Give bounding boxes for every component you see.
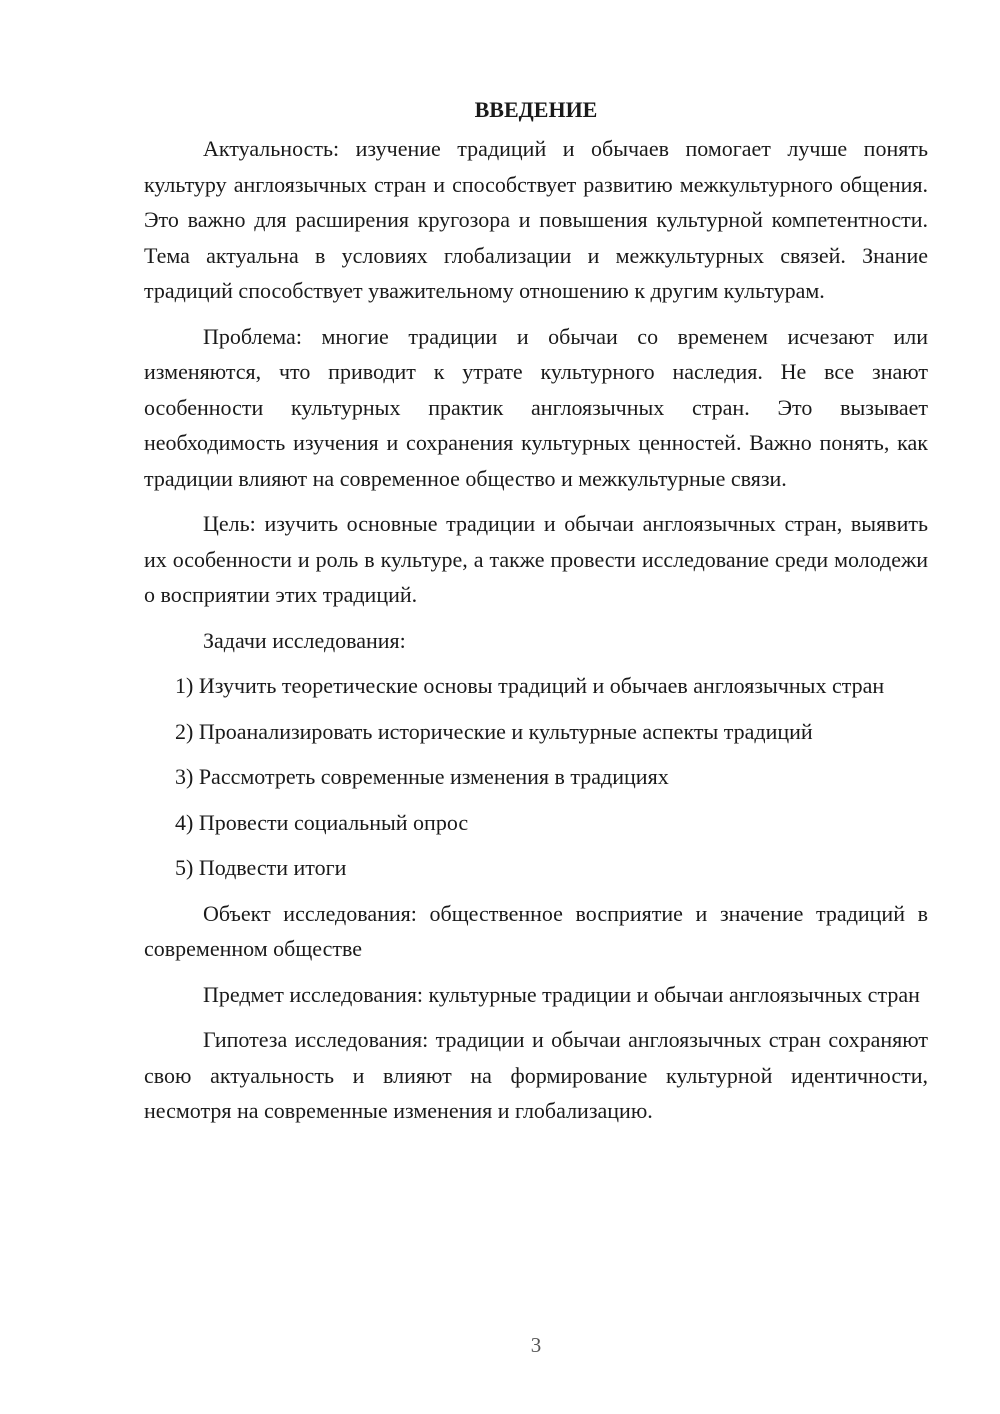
list-item: 2) Проанализировать исторические и культурные аспекты традиций bbox=[175, 718, 813, 744]
list-item: 4) Провести социальный опрос bbox=[175, 809, 469, 835]
hypothesis-paragraph: Гипотеза исследования: традиции и обычаи англоязычных стран сохраняют свою актуальность и влияют на формирование культурной идентичности, несмотря на современные изменения и глобализацию. bbox=[144, 1027, 928, 1123]
problem-paragraph: Проблема: многие традиции и обычаи со временем исчезают или изменяются, что приводит к утрате культурного наследия. Не все знают особенности культурных практик англоязычных стран. Это вызывает необходимость изучения и сохранения культурных ценностей. Важно понять, как традиции влияют на современное общество и межкультурные связи. bbox=[144, 323, 928, 491]
tasks-list bbox=[144, 668, 928, 886]
list-item: 3) Рассмотреть современные изменения в традициях bbox=[175, 764, 669, 789]
page-number: 3 bbox=[530, 1333, 542, 1357]
section-title: ВВЕДЕНИЕ bbox=[474, 97, 598, 122]
subject-paragraph: Предмет исследования: культурные традиции и обычаи англоязычных стран bbox=[203, 981, 920, 1007]
list-item: 1) Изучить теоретические основы традиций и обычаев англоязычных стран bbox=[175, 673, 885, 698]
list-item: 5) Подвести итоги bbox=[175, 855, 347, 880]
goal-paragraph: Цель: изучить основные традиции и обычаи англоязычных стран, выявить их особенности и роль в культуре, а также провести исследование среди молодежи о восприятии этих традиций. bbox=[144, 511, 928, 607]
tasks-heading: Задачи исследования: bbox=[203, 627, 406, 653]
document-page bbox=[144, 92, 928, 1139]
object-paragraph: Объект исследования: общественное восприятие и значение традиций в современном обществе bbox=[144, 900, 928, 961]
relevance-paragraph: Актуальность: изучение традиций и обычаев помогает лучше понять культуру англоязычных стран и способствует развитию межкультурного общения. Это важно для расширения кругозора и повышения культурной компетентности. Тема актуальна в условиях глобализации и межкультурных связей. Знание традиций способствует уважительному отношению к другим культурам. bbox=[144, 136, 928, 303]
